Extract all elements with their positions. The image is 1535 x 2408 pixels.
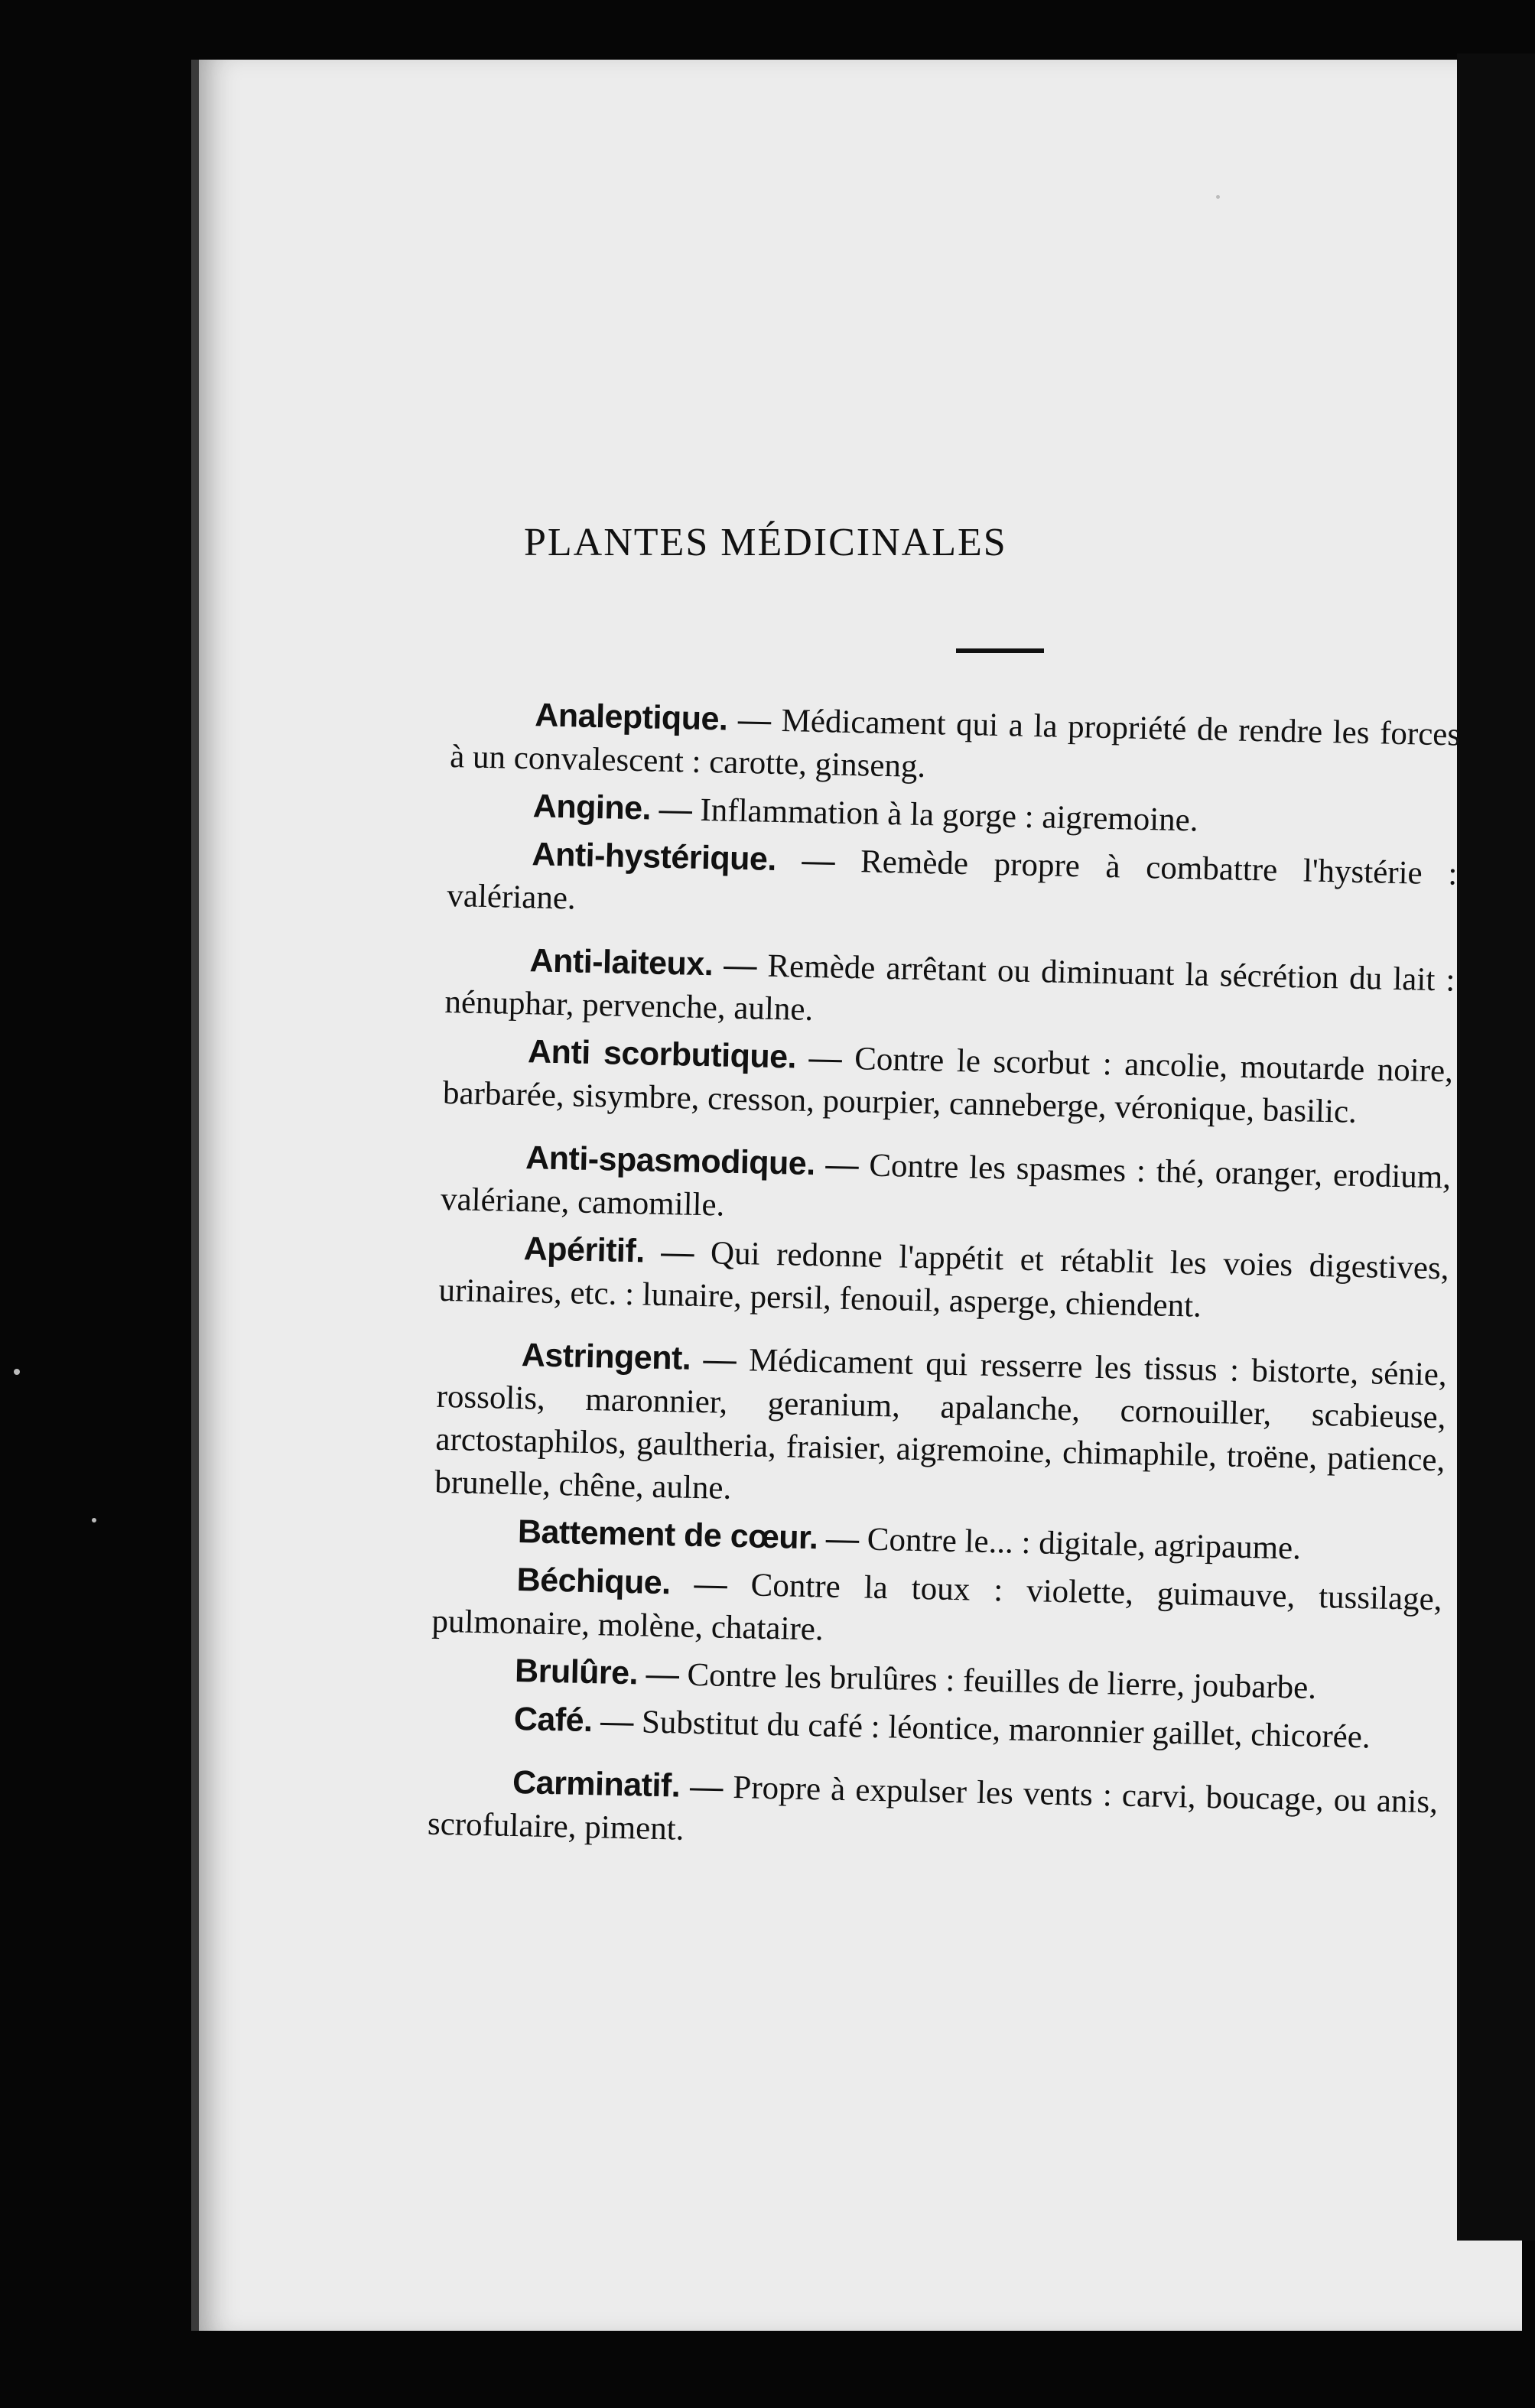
- glossary-entry: Angine. — Inflammation à la gorge : aigremoine.: [532, 788, 1199, 839]
- entry-definition: Remède propre à combattre l'hystérie : valériane.: [446, 843, 1458, 917]
- entry-definition: Inflammation à la gorge : aigremoine.: [700, 791, 1199, 839]
- glossary-entry: Anti scorbutique. — Contre le scorbut : ancolie, moutarde noire, barbarée, sisymbre, cresson, pourpier, canneberge, véronique, basilic.: [442, 1033, 1454, 1130]
- entry-term: Analeptique.: [534, 697, 728, 738]
- scan-speck: [14, 1369, 20, 1375]
- entry-term: Battement de cœur.: [517, 1513, 818, 1557]
- glossary-list: [427, 692, 1460, 1871]
- entry-definition: Médicament qui resserre les tissus : bistorte, sénie, rossolis, maronnier, geranium, apalanche, cornouiller, scabieuse, arctostaphilos, gaultheria, fraisier, aigremoine, chimaphile, troëne, patience, brunelle, chêne, aulne.: [434, 1342, 1448, 1506]
- glossary-entry: Anti-laiteux. — Remède arrêtant ou diminuant la sécrétion du lait : nénuphar, pervenche, aulne.: [444, 942, 1455, 1028]
- entry-term: Astringent.: [521, 1337, 691, 1377]
- glossary-entry: Carminatif. — Propre à expulser les vents : carvi, boucage, ou anis, scrofulaire, piment.: [427, 1763, 1439, 1847]
- entry-term: Anti-spasmodique.: [525, 1139, 816, 1183]
- binding-edge: [1457, 54, 1535, 2241]
- scan-speck: [1216, 195, 1220, 199]
- glossary-entry: Analeptique. — Médicament qui a la propriété de rendre les forces à un convalescent : carotte, ginseng.: [449, 697, 1461, 785]
- entry-definition: Contre les brulûres : feuilles de lierre, joubarbe.: [687, 1656, 1317, 1706]
- entry-term: Brulûre.: [514, 1652, 639, 1692]
- glossary-entry: Café. — Substitut du café : léontice, maronnier gaillet, chicorée.: [513, 1701, 1371, 1756]
- entry-term: Béchique.: [516, 1561, 672, 1602]
- entry-definition: Contre le scorbut : ancolie, moutarde noire, barbarée, sisymbre, cresson, pourpier, canneberge, véronique, basilic.: [442, 1041, 1454, 1130]
- entry-term: Anti scorbutique.: [527, 1033, 797, 1076]
- entry-term: Anti-hystérique.: [532, 836, 777, 878]
- glossary-entry: Anti-hystérique. — Remède propre à combattre l'hystérie : valériane.: [446, 836, 1458, 917]
- entry-term: Café.: [513, 1701, 594, 1740]
- entry-term: Apéritif.: [523, 1230, 646, 1270]
- entry-definition: Contre la toux : violette, guimauve, tussilage, pulmonaire, molène, chataire.: [431, 1567, 1442, 1648]
- entry-definition: Substitut du café : léontice, maronnier gaillet, chicorée.: [641, 1704, 1371, 1756]
- entry-term: Carminatif.: [512, 1763, 681, 1805]
- entry-term: Angine.: [532, 788, 652, 827]
- entry-definition: Qui redonne l'appétit et rétablit les voies digestives, urinaires, etc. : lunaire, persil, fenouil, asperge, chiendent.: [438, 1235, 1449, 1324]
- entry-definition: Médicament qui a la propriété de rendre les forces à un convalescent : carotte, ginseng.: [449, 703, 1461, 785]
- glossary-entry: Battement de cœur. — Contre le... : digitale, agripaume.: [517, 1513, 1302, 1567]
- glossary-entry: Apéritif. — Qui redonne l'appétit et rétablit les voies digestives, urinaires, etc. : lunaire, persil, fenouil, asperge, chiendent.: [438, 1230, 1449, 1324]
- scan-speck: [92, 1518, 96, 1522]
- entry-definition: Contre le... : digitale, agripaume.: [867, 1521, 1302, 1567]
- glossary-entry: Brulûre. — Contre les brulûres : feuilles de lierre, joubarbe.: [514, 1652, 1317, 1706]
- page-title: PLANTES MÉDICINALES: [524, 521, 1007, 564]
- entry-definition: Contre les spasmes : thé, oranger, erodium, valériane, camomille.: [440, 1147, 1452, 1223]
- entry-definition: Remède arrêtant ou diminuant la sécrétion du lait : nénuphar, pervenche, aulne.: [444, 947, 1455, 1028]
- glossary-entry: Astringent. — Médicament qui resserre les tissus : bistorte, sénie, rossolis, maronnier, geranium, apalanche, cornouiller, scabieuse, arctostaphilos, gaultheria, fraisier, aigremoine, chimaphile, troëne, patience, brunelle, chêne, aulne.: [434, 1337, 1448, 1506]
- entry-term: Anti-laiteux.: [529, 942, 714, 983]
- title-divider: [956, 648, 1044, 653]
- glossary-entry: Anti-spasmodique. — Contre les spasmes : thé, oranger, erodium, valériane, camomille.: [440, 1139, 1452, 1223]
- glossary-entry: Béchique. — Contre la toux : violette, guimauve, tussilage, pulmonaire, molène, chataire.: [431, 1561, 1442, 1648]
- entry-definition: Propre à expulser les vents : carvi, boucage, ou anis, scrofulaire, piment.: [427, 1769, 1439, 1847]
